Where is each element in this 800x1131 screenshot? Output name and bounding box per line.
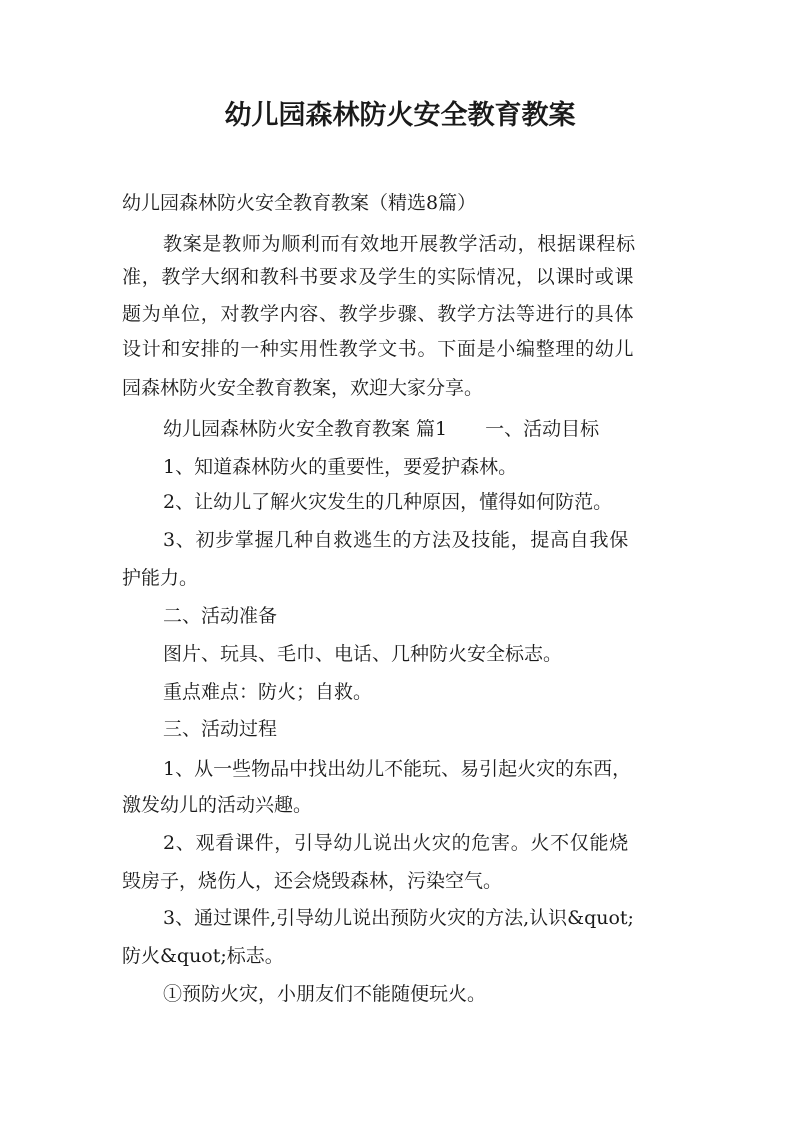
process-item-1-line-1: 1、从一些物品中找出幼儿不能玩、易引起火灾的东西，: [163, 758, 632, 780]
process-item-3-line-1: 3、通过课件,引导幼儿说出预防火灾的方法,认识&quot;: [163, 907, 634, 929]
objective-item-3-line-2: 护能力。: [122, 567, 199, 589]
process-item-3-sub-1: ①预防火灾，小朋友们不能随便玩火。: [163, 983, 487, 1005]
intro-paragraph-line-2: 准，教学大纲和教科书要求及学生的实际情况，以课时或课: [122, 266, 635, 288]
intro-paragraph-line-1: 教案是教师为顺利而有效地开展教学活动，根据课程标: [163, 233, 636, 255]
objective-item-1: 1、知道森林防火的重要性，要爱护森林。: [163, 456, 518, 478]
objective-item-3-line-1: 3、初步掌握几种自救逃生的方法及技能，提高自我保: [163, 529, 629, 551]
intro-paragraph-line-5: 园森林防火安全教育教案，欢迎大家分享。: [122, 377, 484, 399]
objective-item-2: 2、让幼儿了解火灾发生的几种原因，懂得如何防范。: [163, 491, 613, 513]
section-heading-process: 三、活动过程: [163, 718, 278, 740]
section-heading-preparation: 二、活动准备: [163, 605, 278, 627]
document-title: 幼儿园森林防火安全教育教案: [224, 100, 576, 131]
intro-paragraph-line-4: 设计和安排的一种实用性教学文书。下面是小编整理的幼儿: [122, 338, 635, 360]
key-points: 重点难点：防火；自救。: [163, 681, 373, 703]
preparation-materials: 图片、玩具、毛巾、电话、几种防火安全标志。: [163, 643, 563, 665]
process-item-2-line-2: 毁房子，烧伤人，还会烧毁森林，污染空气。: [122, 870, 503, 892]
process-item-3-line-2: 防火&quot;标志。: [122, 945, 284, 967]
process-item-2-line-1: 2、观看课件，引导幼儿说出火灾的危害。火不仅能烧: [163, 832, 629, 854]
process-item-1-line-2: 激发幼儿的活动兴趣。: [122, 794, 313, 816]
subtitle-line: 幼儿园森林防火安全教育教案（精选8篇）: [122, 192, 477, 214]
intro-paragraph-line-3: 题为单位，对教学内容、教学步骤、教学方法等进行的具体: [122, 303, 635, 325]
section-heading-article-1: 幼儿园森林防火安全教育教案 篇1 一、活动目标: [163, 418, 600, 440]
